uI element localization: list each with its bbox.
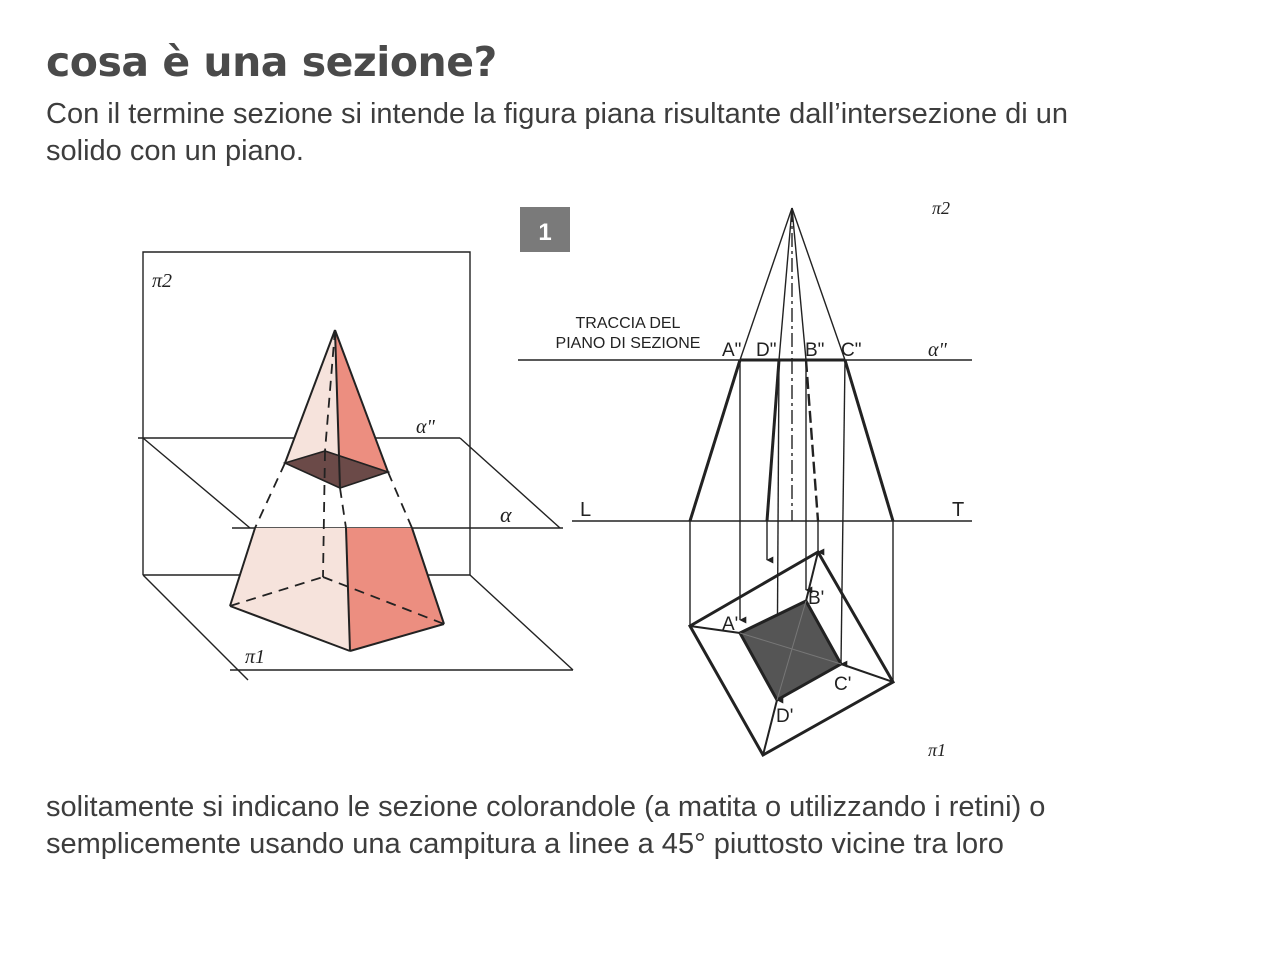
top-view-section-square — [740, 601, 841, 700]
point-B2: B" — [805, 340, 825, 361]
right-label-pi2: π2 — [932, 198, 951, 218]
right-orthographic-figure — [518, 208, 972, 755]
right-label-alpha2: α" — [928, 339, 947, 361]
trace-label-line1: TRACCIA DEL — [575, 315, 681, 332]
intro-line-2: solido con un piano. — [46, 135, 304, 167]
point-D1: D' — [776, 706, 794, 727]
footer-line-2: semplicemente usando una campitura a linee a 45° piuttosto vicine tra loro — [46, 828, 1004, 860]
footer-text — [46, 789, 1226, 863]
right-label-pi1: π1 — [928, 740, 947, 760]
plane-pi1-left-edge — [143, 575, 248, 680]
left-label-alpha2: α" — [416, 416, 435, 438]
left-label-pi1: π1 — [245, 646, 266, 668]
intro-line-1: Con il termine sezione si intende la figura piana risultante dall’intersezione di un — [46, 98, 1069, 130]
footer-line-1: solitamente si indicano le sezione colorandole (a matita o utilizzando i retini) o — [46, 791, 1046, 823]
left-label-alpha: α — [500, 502, 512, 527]
figure-number: 1 — [538, 219, 552, 246]
trace-label-line2: PIANO DI SEZIONE — [555, 335, 701, 352]
left-isometric-figure — [138, 252, 573, 680]
point-D2: D" — [756, 340, 777, 361]
point-B1: B' — [808, 588, 825, 609]
pyramid-face-left-lower — [230, 528, 350, 651]
ground-label-L: L — [580, 499, 592, 521]
point-A2: A" — [722, 340, 742, 361]
point-A1: A' — [722, 614, 739, 635]
left-label-pi2: π2 — [152, 270, 173, 292]
ground-label-T: T — [952, 499, 965, 521]
point-C1: C' — [834, 674, 852, 695]
point-C2: C" — [841, 340, 862, 361]
page-title: cosa è una sezione? — [46, 38, 497, 86]
pyramid-face-right-lower — [346, 528, 444, 651]
